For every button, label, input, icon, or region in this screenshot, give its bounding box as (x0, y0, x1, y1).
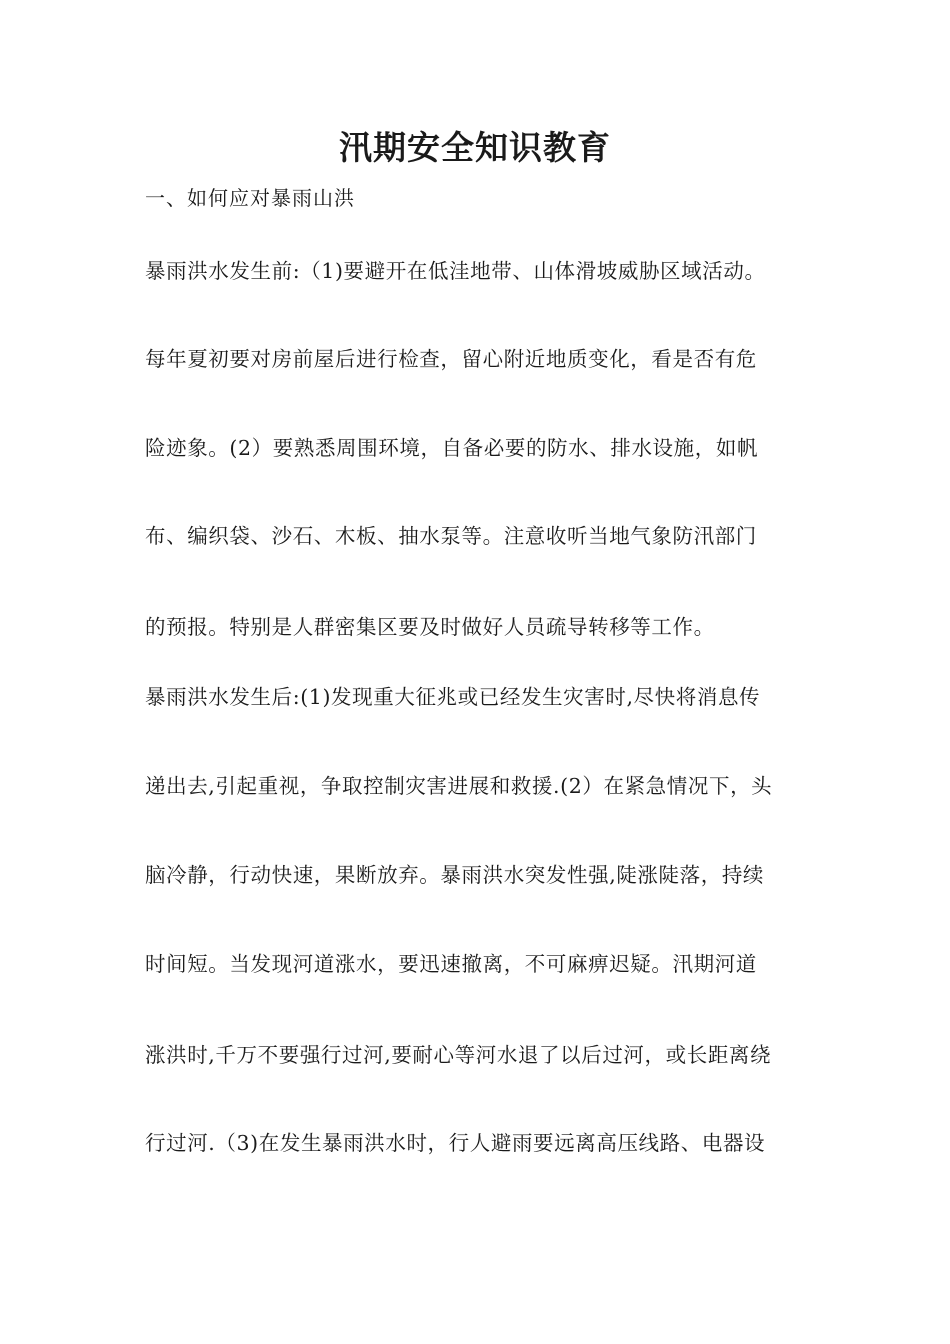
paragraph-line: 行过河.（3)在发生暴雨洪水时，行人避雨要远离高压线路、电器设 (145, 1131, 766, 1155)
paragraph-line: 递出去,引起重视，争取控制灾害进展和救援.(2）在紧急情况下，头 (145, 774, 773, 798)
paragraph-line: 的预报。特别是人群密集区要及时做好人员疏导转移等工作。 (145, 615, 715, 639)
paragraph-line: 布、编织袋、沙石、木板、抽水泵等。注意收听当地气象防汛部门 (145, 524, 757, 548)
paragraph-line: 涨洪时,千万不要强行过河,要耐心等河水退了以后过河，或长距离绕 (145, 1043, 772, 1067)
paragraph-line: 险迹象。(2）要熟悉周围环境，自备必要的防水、排水设施，如帆 (145, 436, 759, 460)
paragraph-line: 时间短。当发现河道涨水，要迅速撤离，不可麻痹迟疑。汛期河道 (145, 952, 757, 976)
paragraph-line: 每年夏初要对房前屋后进行检查，留心附近地质变化，看是否有危 (145, 347, 757, 371)
document-title: 汛期安全知识教育 (339, 128, 611, 167)
section-heading: 一、如何应对暴雨山洪 (145, 186, 355, 210)
paragraph-line: 暴雨洪水发生后:(1)发现重大征兆或已经发生灾害时,尽快将消息传 (145, 685, 761, 709)
paragraph-line: 暴雨洪水发生前:（1)要避开在低洼地带、山体滑坡威胁区域活动。 (145, 259, 766, 283)
paragraph-line: 脑冷静，行动快速，果断放弃。暴雨洪水突发性强,陡涨陡落，持续 (145, 863, 765, 887)
